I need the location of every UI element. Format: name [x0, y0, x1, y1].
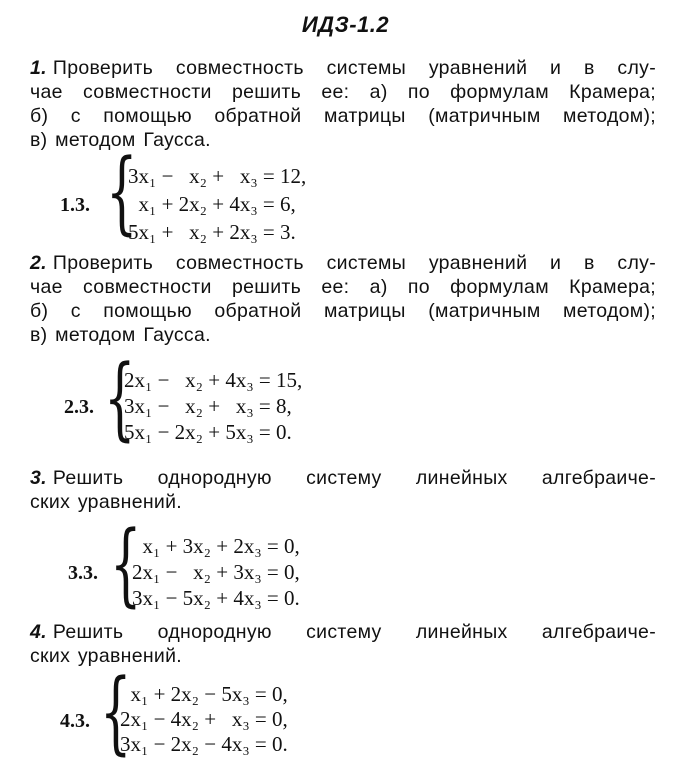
task-2-line-3: б) с помощью обратной матрицы (матричным методом);: [30, 300, 656, 322]
task-2-text: [30, 251, 656, 347]
equation-1: x₁ + 3x₂ + 2x₃ = 0,: [132, 534, 300, 558]
task-1-line-3: б) с помощью обратной матрицы (матричным методом);: [30, 105, 656, 127]
task-1-number: 1.: [30, 57, 47, 79]
task-4-number: 4.: [30, 621, 47, 643]
equation-3: 5x₁ + x₂ + 2x₃ = 3.: [128, 220, 296, 244]
brace-symbol: {: [110, 512, 142, 617]
equation-2: 2x₁ − x₂ + 3x₃ = 0,: [132, 560, 300, 584]
brace-symbol: {: [104, 346, 136, 451]
task-1-line-1: Проверить совместность системы уравнений и в слу-: [52, 57, 656, 79]
equation-1: 2x₁ − x₂ + 4x₃ = 15,: [124, 368, 303, 392]
equation-3: 3x₁ − 2x₂ − 4x₃ = 0.: [120, 732, 288, 756]
equation-2: 2x₁ − 4x₂ + x₃ = 0,: [120, 707, 288, 731]
system-1-3-label: 1.3.: [60, 194, 90, 216]
system-3-3-label: 3.3.: [68, 562, 98, 584]
task-3-line-1: Решить однородную систему линейных алгебраиче-: [52, 467, 656, 489]
equation-2: x₁ + 2x₂ + 4x₃ = 6,: [128, 192, 296, 216]
task-3-number: 3.: [30, 467, 47, 489]
task-2-number: 2.: [30, 252, 47, 274]
task-2-line-4: в) методом Гаусса.: [30, 324, 211, 346]
equation-1: x₁ + 2x₂ − 5x₃ = 0,: [120, 682, 288, 706]
equation-3: 5x₁ − 2x₂ + 5x₃ = 0.: [124, 420, 292, 444]
equation-3: 3x₁ − 5x₂ + 4x₃ = 0.: [132, 586, 300, 610]
brace-symbol: {: [100, 660, 132, 765]
task-1-text: [30, 56, 656, 152]
task-4-line-1: Решить однородную систему линейных алгебраиче-: [52, 621, 656, 643]
task-4-line-2: ских уравнений.: [30, 645, 183, 667]
task-1-line-4: в) методом Гаусса.: [30, 129, 211, 151]
task-3-text: [30, 466, 656, 514]
system-4-3-label: 4.3.: [60, 710, 90, 732]
task-1-line-2: чае совместности решить ее: а) по формулам Крамера;: [30, 81, 656, 103]
task-2-line-1: Проверить совместность системы уравнений и в слу-: [52, 252, 656, 274]
brace-symbol: {: [106, 140, 138, 245]
system-2-3-label: 2.3.: [64, 396, 94, 418]
task-3-line-2: ских уравнений.: [30, 491, 183, 513]
equation-2: 3x₁ − x₂ + x₃ = 8,: [124, 394, 292, 418]
equation-1: 3x₁ − x₂ + x₃ = 12,: [128, 164, 307, 188]
document-title: ИДЗ-1.2: [301, 12, 390, 37]
task-2-line-2: чае совместности решить ее: а) по формулам Крамера;: [30, 276, 656, 298]
